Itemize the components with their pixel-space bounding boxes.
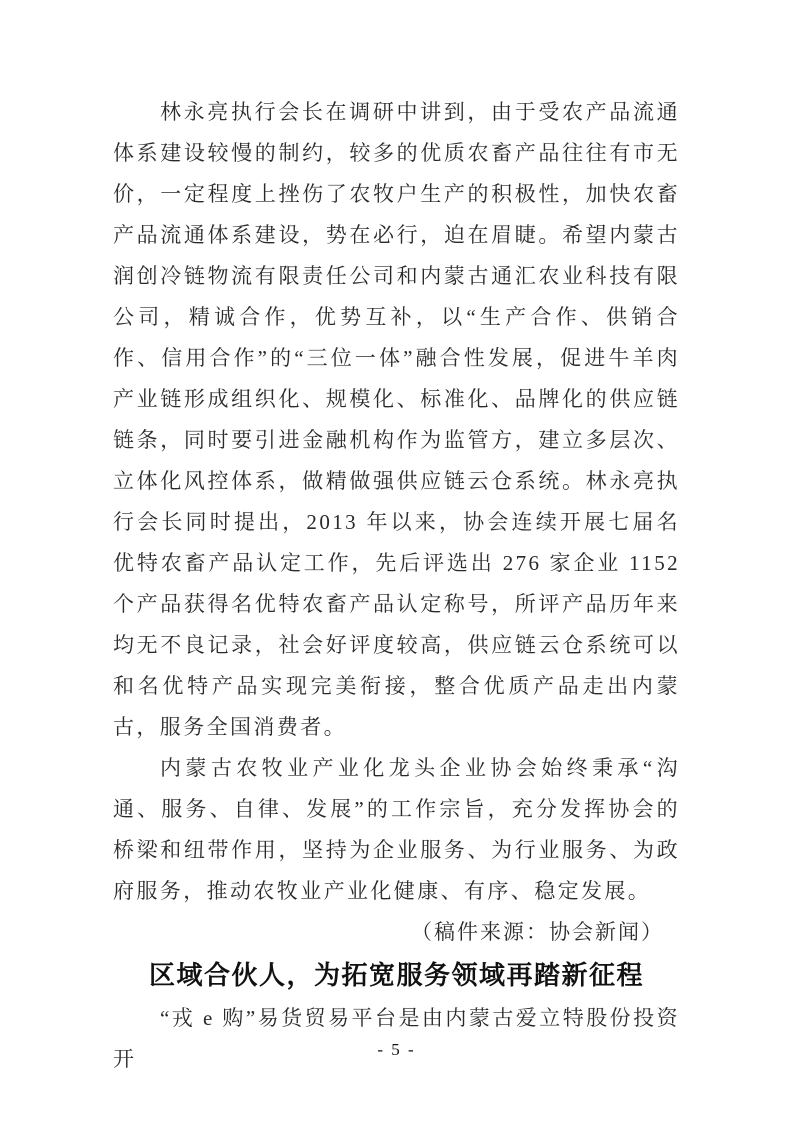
article2-title: 区域合伙人，为拓宽服务领域再踏新征程 — [148, 961, 644, 990]
article2-paragraph-1: “戎 e 购”易货贸易平台是由内蒙古爱立特股份投资开 — [113, 1006, 680, 1071]
article1-paragraph-2: 内蒙古农牧业产业化龙头企业协会始终秉承“沟通、服务、自律、发展”的工作宗旨，充分发挥协会的桥梁和纽带作用，坚持为企业服务、为行业服务、为政府服务，推动农牧业产业化健康、有序、稳定发展。 — [113, 756, 680, 903]
article1-paragraph-1: 林永亮执行会长在调研中讲到，由于受农产品流通体系建设较慢的制约，较多的优质农畜产品往往有市无价，一定程度上挫伤了农牧户生产的积极性，加快农畜产品流通体系建设，势在必行，迫在眉睫。希望内蒙古润创冷链物流有限责任公司和内蒙古通汇农业科技有限公司，精诚合作，优势互补，以“生产合作、供销合作、信用合作”的“三位一体”融合性发展，促进牛羊肉产业链形成组织化、规模化、标准化、品牌化的供应链链条，同时要引进金融机构作为监管方，建立多层次、立体化风控体系，做精做强供应链云仓系统。林永亮执行会长同时提出，2013 年以来，协会连续开展七届名优特农畜产品认定工作，先后评选出 276 家企业 1152 个产品获得名优特农畜产品认定称号，所评产品历年来均无不良记录，社会好评度较高，供应链云仓系统可以和名优特产品实现完美衔接，整合优质产品走出内蒙古，服务全国消费者。 — [113, 100, 680, 739]
page-number: - 5 - — [377, 1040, 416, 1059]
page-body — [113, 92, 680, 1080]
source-attribution: （稿件来源：协会新闻） — [411, 920, 664, 944]
